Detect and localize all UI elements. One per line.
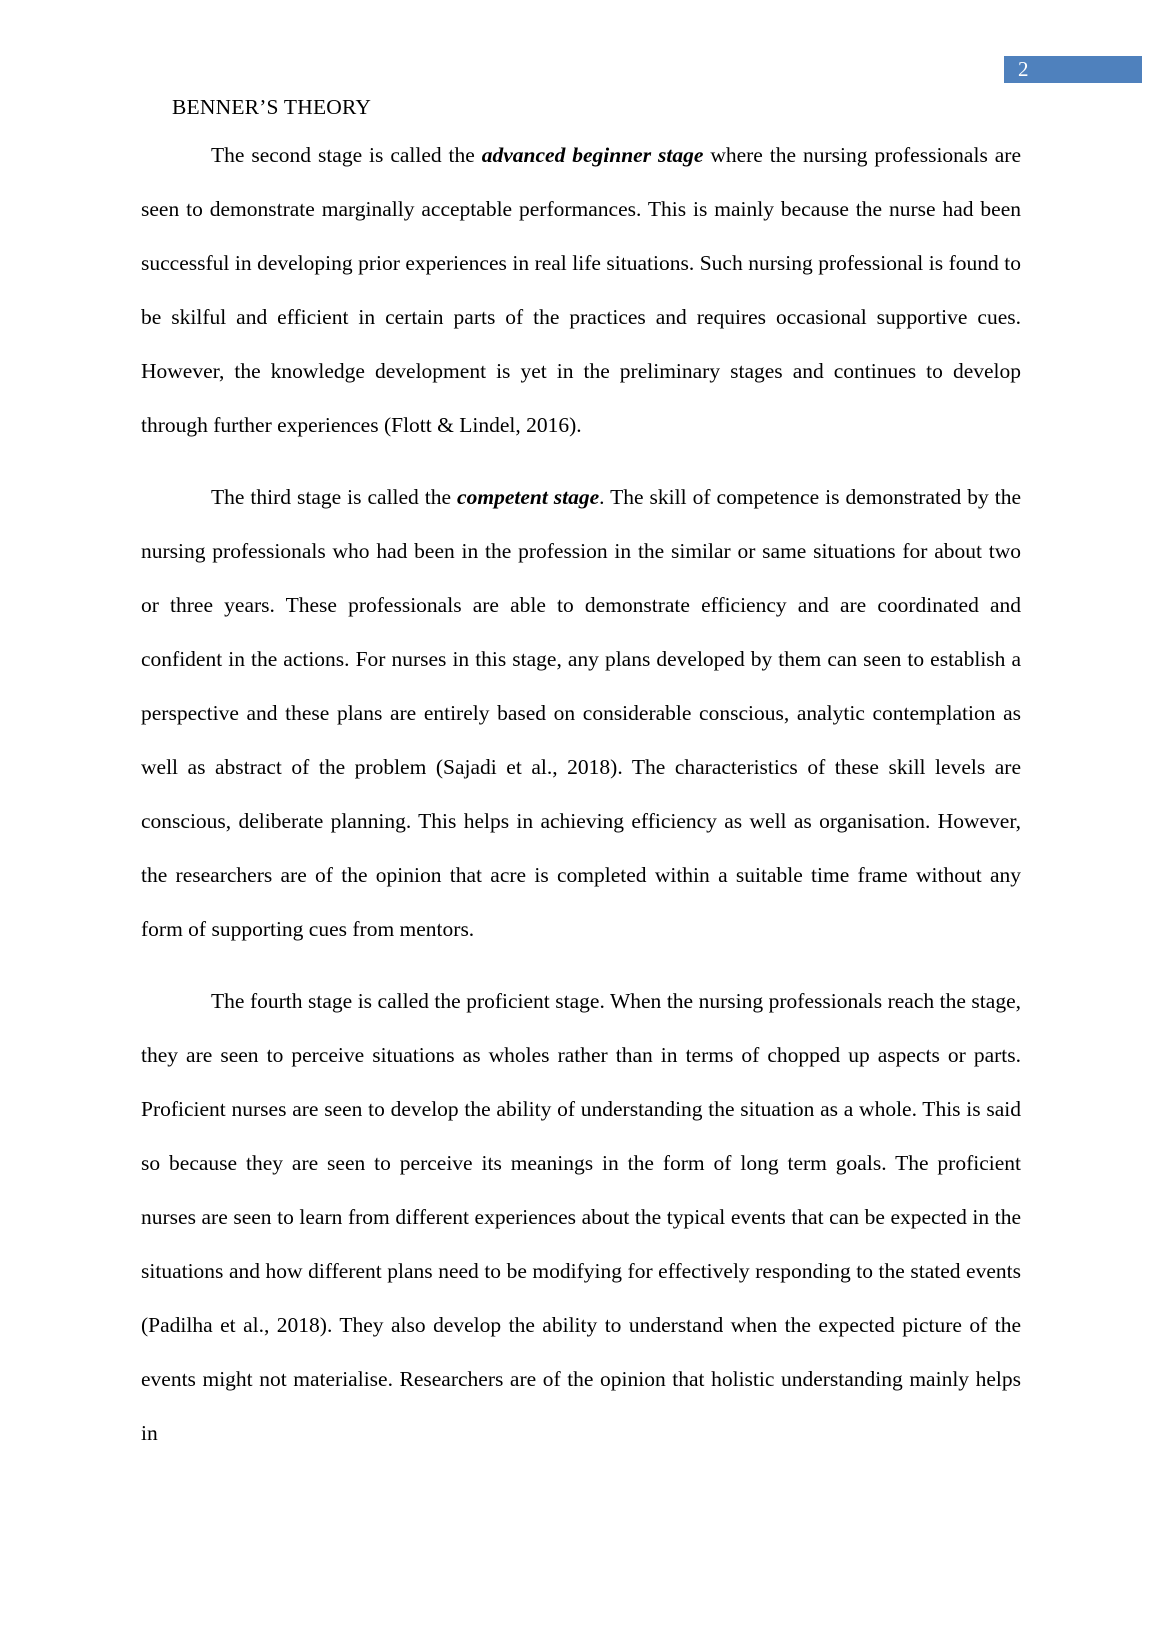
paragraph-text: The fourth stage is called the proficient stage. When the nursing professionals reach the stage, they are seen to perceive situations as wholes rather than in terms of chopped up aspects or parts. Proficient nurses are seen to develop the ability of understanding the situation as a whole. This is said so because they are seen to perceive its meanings in the form of long term goals. The proficient nurses are seen to learn from different experiences about the typical events that can be expected in the situations and how different plans need to be modifying for effectively responding to the stated events (Padilha et al., 2018). They also develop the ability to understand when the expected picture of the events might not materialise. Researchers are of the opinion that holistic understanding mainly helps in	[141, 989, 1021, 1445]
paragraph-text: The second stage is called the	[211, 143, 482, 167]
key-term: competent stage	[457, 485, 600, 509]
key-term: advanced beginner stage	[481, 143, 704, 167]
page-number: 2	[1018, 57, 1029, 81]
paragraph-competent	[141, 470, 1021, 956]
page-number-badge	[1004, 56, 1142, 83]
paragraph-proficient	[141, 974, 1021, 1460]
paragraph-advanced-beginner	[141, 128, 1021, 452]
paragraph-text: . The skill of competence is demonstrated by the nursing professionals who had been in the profession in the similar or same situations for about two or three years. These professionals are able to demonstrate efficiency and are coordinated and confident in the actions. For nurses in this stage, any plans developed by them can seen to establish a perspective and these plans are entirely based on considerable conscious, analytic contemplation as well as abstract of the problem (Sajadi et al., 2018). The characteristics of these skill levels are conscious, deliberate planning. This helps in achieving efficiency as well as organisation. However, the researchers are of the opinion that acre is completed within a suitable time frame without any form of supporting cues from mentors.	[141, 485, 1021, 941]
running-head: BENNER’S THEORY	[172, 95, 372, 119]
paragraph-text: The third stage is called the	[211, 485, 458, 509]
paragraph-text: where the nursing professionals are seen to demonstrate marginally acceptable performances. This is mainly because the nurse had been successful in developing prior experiences in real life situations. Such nursing professional is found to be skilful and efficient in certain parts of the practices and requires occasional supportive cues. However, the knowledge development is yet in the preliminary stages and continues to develop through further experiences (Flott & Lindel, 2016).	[141, 143, 1021, 437]
body-text	[141, 128, 1021, 1478]
